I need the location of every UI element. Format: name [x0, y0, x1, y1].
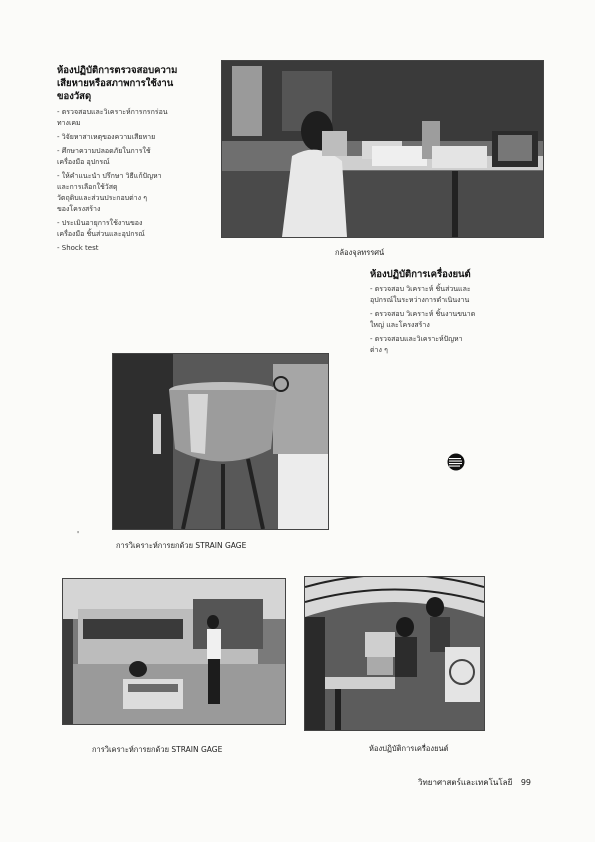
list-item: - ให้คำแนะนำ ปรึกษา วิธีแก้ปัญหา และการเลือกใช้วัสดุ วัตถุดิบและส่วนประกอบต่าง ๆ ของโครงสร้าง — [57, 172, 162, 213]
footer-text: วิทยาศาสตร์และเทคโนโลยี — [418, 778, 513, 787]
lab2-list — [370, 284, 540, 356]
footer — [418, 776, 531, 789]
list-item: - ตรวจสอบและวิเคราะห์ปัญหา ต่าง ๆ — [370, 335, 463, 354]
list-item: - ศึกษาความปลอดภัยในการใช้ เครื่องมือ อุปกรณ์ — [57, 147, 151, 166]
list-item: - ตรวจสอบ วิเคราะห์ ชิ้นงานขนาด ใหญ่ และโครงสร้าง — [370, 310, 476, 329]
lab1-list — [57, 107, 219, 254]
engine-lab-caption: ห้องปฏิบัติการเครื่องยนต์ — [369, 744, 449, 753]
lab2-section — [370, 268, 540, 359]
lab1-title-line: ของวัสดุ — [57, 91, 92, 102]
list-item: - ตรวจสอบ วิเคราะห์ ชิ้นส่วนและ อุปกรณ์ในระหว่างการดำเนินงาน — [370, 285, 471, 304]
page-number: 99 — [520, 778, 531, 787]
microscope-photo — [221, 60, 544, 238]
strain-gage-photo — [62, 578, 286, 725]
strain-gage-caption: การวิเคราะห์การยกด้วย STRAIN GAGE — [116, 541, 247, 550]
caption-mark: ' — [77, 530, 80, 539]
lab1-section — [57, 64, 219, 257]
photo1-caption: กล้องจุลทรรศน์ — [335, 248, 385, 257]
lab1-title — [57, 64, 219, 103]
list-item: - Shock test — [57, 244, 99, 252]
lab2-title: ห้องปฏิบัติการเครื่องยนต์ — [370, 269, 471, 280]
vessel-photo — [112, 353, 329, 530]
list-item: - ตรวจสอบและวิเคราะห์การกรกร่อน ทางเคม — [57, 108, 168, 127]
lab1-title-line: ห้องปฏิบัติการตรวจสอบความ — [57, 65, 178, 76]
list-item: - วิจัยหาสาเหตุของความเสียหาย — [57, 133, 156, 141]
list-item: - ประเมินอายุการใช้งานของ เครื่องมือ ชิ้นส่วนและอุปกรณ์ — [57, 219, 145, 238]
lab1-title-line: เสียหายหรือสภาพการใช้งาน — [57, 78, 174, 89]
strain-gage-caption-2: การวิเคราะห์การยกด้วย STRAIN GAGE — [92, 745, 223, 754]
grille-circle-icon — [447, 453, 465, 471]
vehicle-lab-photo — [304, 576, 485, 731]
